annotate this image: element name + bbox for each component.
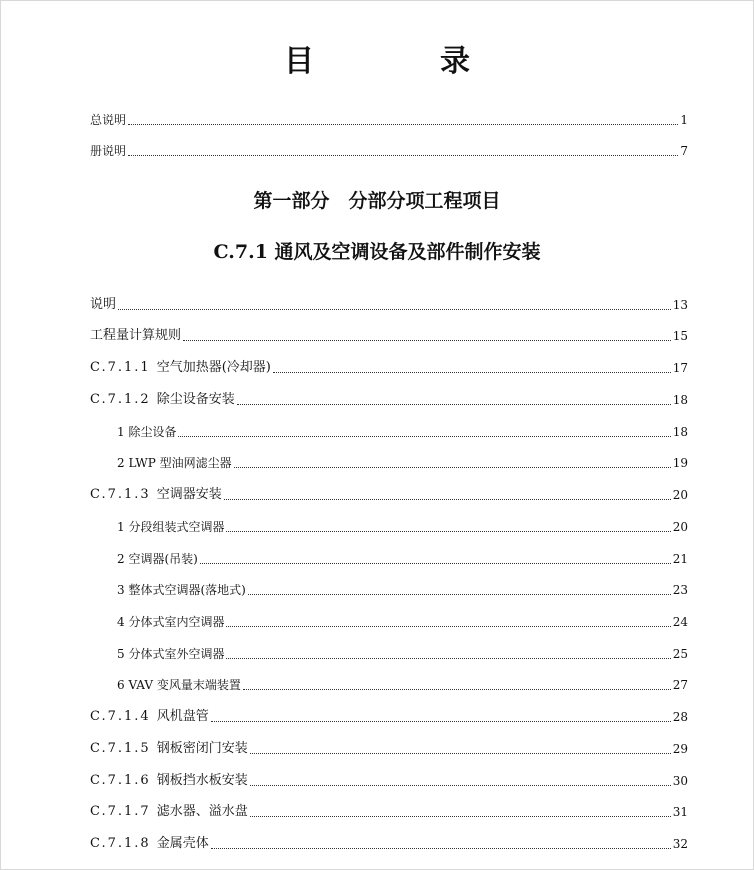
dot-leader [128,154,678,156]
toc-page-number: 28 [672,710,688,724]
toc-subentry[interactable] [117,453,688,473]
toc-page-number: 25 [672,647,688,661]
toc-entry[interactable] [90,739,688,759]
toc-page-number: 29 [672,742,688,756]
toc-label: 2 LWP 型油网滤尘器 [117,456,232,470]
toc-code: C.7.1.1 [90,360,151,375]
toc-page-number: 20 [672,520,688,534]
toc-title: 滤水器、溢水盘 [156,804,248,819]
toc-label [90,485,222,505]
toc-subentry[interactable] [117,675,688,695]
toc-label: 6 VAV 变风量末端装置 [117,678,241,692]
toc-label [90,802,248,822]
toc-title: 空调器安装 [156,487,222,502]
toc-page-number: 19 [672,456,688,470]
dot-leader [128,123,678,125]
toc-subentry[interactable] [117,549,688,569]
toc-title: 空气加热器(冷却器) [156,360,271,375]
toc-entry[interactable] [90,358,688,378]
dot-leader [273,371,671,373]
toc-entry[interactable] [90,485,688,505]
dot-leader [211,847,671,849]
toc-entry-volume-notes[interactable] [90,141,688,161]
dot-leader [248,593,671,595]
dot-leader [234,466,671,468]
toc-entry[interactable] [90,771,688,791]
toc-title: 风机盘管 [156,709,209,724]
toc-subentry[interactable] [117,644,688,664]
dot-leader [118,308,671,310]
toc-code: C.7.1.4 [90,709,151,724]
page-title: 目 录 [284,44,518,79]
toc-label [90,834,209,854]
toc-page-number: 15 [672,329,688,343]
dot-leader [224,498,671,500]
toc-label: 2 空调器(吊装) [117,552,198,566]
toc-label: 1 分段组装式空调器 [117,520,225,534]
dot-leader [250,784,671,786]
dot-leader [226,657,670,659]
toc-code: C.7.1.6 [90,773,151,788]
dot-leader [250,815,671,817]
toc-label: 工程量计算规则 [90,328,182,343]
toc-code: C.7.1.3 [90,487,151,502]
toc-page-number: 32 [672,837,688,851]
toc-title: 钢板密闭门安装 [156,741,248,756]
toc-label [90,739,248,759]
toc-entry[interactable] [90,802,688,822]
dot-leader [211,720,671,722]
toc-page-number: 27 [672,678,688,692]
toc-entry[interactable] [90,834,688,854]
toc-page-number: 20 [672,488,688,502]
dot-leader [226,625,670,627]
part-heading: 第一部分 分部分项工程项目 [253,190,501,212]
dot-leader [200,562,671,564]
toc-page-number: 21 [672,552,688,566]
toc-label: 1 除尘设备 [117,425,177,439]
toc-label: 册说明 [90,144,127,158]
toc-page-number: 30 [672,774,688,788]
toc-label [90,390,235,410]
toc-page-number: 7 [680,144,688,158]
toc-subentry[interactable] [117,612,688,632]
toc-entry[interactable] [90,295,688,315]
toc-page-number: 23 [672,583,688,597]
dot-leader [178,435,670,437]
toc-subentry[interactable] [117,580,688,600]
toc-page-number: 18 [672,425,688,439]
dot-leader [183,339,671,341]
toc-code: C.7.1.5 [90,741,151,756]
toc-label: 总说明 [90,113,127,127]
toc-entry-general-notes[interactable] [90,110,688,130]
toc-page-number: 18 [672,393,688,407]
toc-label [90,358,271,378]
toc-label: 说明 [90,297,117,312]
toc-title: 金属壳体 [156,836,209,851]
toc-code: C.7.1.7 [90,804,151,819]
dot-leader [243,688,671,690]
dot-leader [226,530,670,532]
toc-code: C.7.1.8 [90,836,151,851]
toc-code: C.7.1.2 [90,392,151,407]
toc-page-number: 1 [680,113,688,127]
toc-label: 4 分体式室内空调器 [117,615,225,629]
toc-subentry[interactable] [117,517,688,537]
toc-label [90,771,248,791]
toc-label: 5 分体式室外空调器 [117,647,225,661]
toc-label: 3 整体式空调器(落地式) [117,583,246,597]
toc-entry[interactable] [90,707,688,727]
toc-page-number: 17 [672,361,688,375]
toc-page-number: 31 [672,805,688,819]
toc-entry[interactable] [90,390,688,410]
toc-page-number: 13 [672,298,688,312]
toc-label [90,707,209,727]
toc-page-number: 24 [672,615,688,629]
toc-title: 除尘设备安装 [156,392,235,407]
dot-leader [250,752,671,754]
toc-subentry[interactable] [117,422,688,442]
toc-entry[interactable] [90,326,688,346]
dot-leader [237,403,671,405]
section-heading: C.7.1 通风及空调设备及部件制作安装 [213,241,541,263]
toc-title: 钢板挡水板安装 [156,773,248,788]
